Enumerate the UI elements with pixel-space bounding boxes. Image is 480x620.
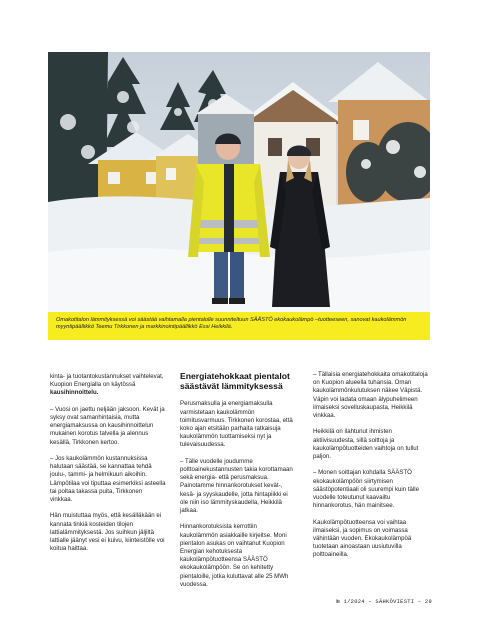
paragraph-text: kinta- ja tuotantokustannukset vaihtelevat, Kuopion Energialla on käytössä — [50, 373, 164, 389]
paragraph: Hinnankorotuksista kerrottiin kaukolämmön asiakkaille kirjeitse. Moni pientalon asukas on vaihtanut Kuopion Energian kehotuksesta kaukolämpötuotteensa SÄÄSTÖ ekokaukolämpöön. Se on kehitetty pientaloille, jotka kuluttavat alle 25 MWh vuodessa. — [180, 523, 289, 588]
emphasis-text: kausihinnoittelu. — [50, 389, 99, 397]
paragraph: – Monen soittajan kohdalla SÄÄSTÖ ekokaukolämpöön siirtymisen säästöpotentiaali oli suurempi kuin tälle vuodelle toteutunut kaavailtu hinnankorotus, hän mainitsee. — [313, 469, 420, 510]
cover-photo — [48, 52, 430, 312]
paragraph: Hän muistuttaa myös, että kesälläkään ei kannata tinkiä kosteiden tilojen lattialämmityksestä. Jos suihkun jäljiltä lattialle jäänyt vesi ei kuivu, kiinteistölle voi koitua haittaa. — [50, 512, 165, 553]
paragraph: – Tällaisia energiatehokkaita omakotitaloja on Kuopion alueella tuhansia. Oman kaukolämmönkulutuksen näkee Väpistä. Väpin voi ladata omaan älypuhelimeen ilmaiseksi sovelluskaupasta, Heikkilä vinkkaa. — [313, 371, 428, 420]
article-column-2 — [180, 371, 296, 597]
paragraph: Kaukolämpötuotteensa voi vaihtaa ilmaiseksi, ja sopimus on voimassa vähintään vuoden. Ekokaukolämpöä tuotetaan ainoastaan uusiutuvilla polttoaineilla. — [313, 518, 412, 559]
photo-caption — [48, 312, 430, 340]
paragraph: – Tälle vuodelle joudumme polttoainekustannusten takia korottamaan sekä energia- että perusmaksua. Painotamme hinnankorotukset kevät-, kesä- ja syyskaudelle, jotta hintapiikki ei ole niin iso lämmityskaudella, Heikkilä jatkaa. — [180, 457, 293, 515]
paragraph: – Jos kaukolämmön kustannuksissa halutaan säästää, se kannattaa tehdä joulu-, tammi- ja helmikuun aikoihin. Lämpötilaa voi tiputtaa esimerkiksi asteella tai poltaa takassa puita, Tirkkonen vinkkaa. — [50, 455, 166, 504]
paragraph: Heikkilä on ilahtunut ihmisten aktiivisuudesta, sillä soittoja ja kaukolämpötuotteiden vaihtoja on tullut paljon. — [313, 428, 419, 461]
article-column-1 — [50, 373, 166, 562]
photo-illustration — [48, 52, 430, 312]
paragraph — [50, 373, 166, 398]
page-footer: № 1/2024 – SÄHKÖVIESTI – 29 — [336, 599, 432, 605]
paragraph: Perusmaksulla ja energiamaksulla varmistetaan kaukolämmön toimitusvarmuus. Tirkkonen korostaa, että koko ajan etsitään parhaita ratkaisuja kaukolämmön tuottamiseksi nyt ja tulevaisuudessa. — [180, 400, 293, 449]
article-column-3 — [313, 371, 429, 568]
paragraph: – Vuosi on jaettu neljään jaksoon. Kevät ja syksy ovat samanhintaisia, mutta energiamaksussa on kausihinnoittelun mukainen korotus talvella ja alennus kesällä, Tirkkonen kertoo. — [50, 405, 165, 446]
section-headline: Energiatehokkaat pientalot säästävät lämmityksessä — [180, 371, 290, 392]
photo-caption-text: Omakotitalon lämmityksessä voi säästää vaihtamalla pientalolle suunniteltuun SÄÄSTÖ ekokaukolämpö –tuotteeseen, sanovat kaukolämmön myyntipäällikkö Teemu Tirkkonen ja markkinointipäällikkö Essi Heikkilä. — [56, 317, 407, 331]
